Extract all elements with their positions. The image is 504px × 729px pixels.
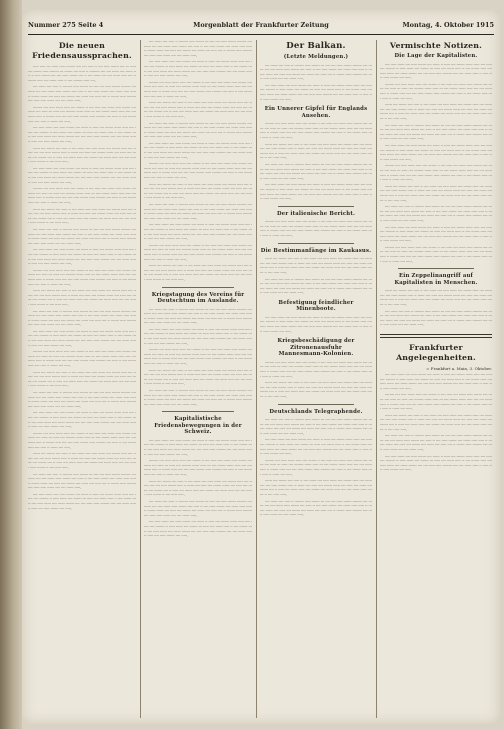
col3-headline-4: Die Bestimmanfänge im Kaukasus.: [260, 247, 372, 254]
col4-headline: Vermischte Notizen.: [389, 41, 483, 50]
masthead: [28, 18, 494, 35]
col3-subheadline: (Letzte Meldungen.): [283, 54, 349, 60]
column-separator: [376, 40, 377, 718]
column-2: ---- ------ ---- ----- -- -------- ----- ------- --- ---- ---- ----- ------- -------- ---- ------ ---- ---- ------ ----- ------- ---- ----- -- ---- ----- ------- ---- ------ ----- ----- -- ------- ------ ---- ----- ---- ------- ---- ------ ---- ----- ---- -- ------- ----- -------- ---- ----- ----- ------ ---- ---- ------ -----. ---- ----- ------ ---- ----- ------- ---- ------ -- ----- ---- ------- ------ ----- ---- ----- ---- -------- -- ----- ------ ---- ------- --- ----- ---- ------ ----- -- ---- ------- ----- ---- ----- ------ ---- ------ ------- ---- ---- ----- ----- -------- ---- ---- ------ ----- -- ----- ---- ----- ------- ---- -----. -------- ---- ----- ------ ----- ---- ------- -- ---- ----- ---- ------ ----- ------- ---- ------ ---- ----- --- ----- ---- -------- ------ ----- --- ---- ------- ------ ----- ---- ---- ------ ----- -- ------- ----- ---- ---- ----- ------- ----- -------- ---- ----- -- ---- ------- ----- ---- ----- -- ------ ---- -----. ------ ---- ------- ---- ----- -- ---- ------ ---- ----- ------ ---- ------- ----- ---- ------ ---- ---- ----- ------- ----- -- ------ ---- ----- ---- ------- ------ ---- ----- ---- ------ ---- ------- ---- -- ----- ---- ------ ----- ---- ------- ---- ------ ----- ---- ---- ------ ----- ------- -- ---- ----- -----. ---- ------ ---- ----- -- -------- ----- ------- --- ---- ---- ----- ------- -------- ---- ------ ---- ---- ------ ----- ------- ---- ----- -- ---- ----- ------- ---- ------ ----- ----- -- ------- ------ ---- ----- ---- ------- ---- ------ ---- ----- ---- -- ------- ----- -------- ---- ----- ----- ------ ---- ---- ------ -----. ---- ----- ------ ---- ----- ------- ---- ------ -- ----- ---- ------- ------ ----- ---- ----- ---- -------- -- ----- ------ ---- ------- --- ----- ---- ------ ----- -- ---- ------- ----- ---- ----- ------ ---- ------ ------- ---- ---- ----- ----- -------- ---- ---- ------ ----- -- ----- ---- ----- ------- ---- -----. -------- ---- ----- ------ ----- ---- ------- -- ---- ----- ---- ------ ----- ------- ---- ------ ---- ----- --- ----- ---- -------- ------ ----- --- ---- ------- ------ ----- ---- ---- ------ ----- -- ------- ----- ---- ---- ----- ------- ----- -------- ---- ----- -- ---- ------- ----- ---- ----- -- ------ ---- -----. ------ ---- ------- ---- ----- -- ---- ------ ---- ----- ------ ---- ------- ----- ---- ------ ---- ---- ----- ------- ----- -- ------ ---- ----- ---- ------- ------ ---- ----- ---- ------ ---- ------- ---- -- ----- ---- ------ ----- ---- ------- ---- ------ ----- ---- ---- ------ ----- ------- -- ---- ----- -----. ---- ------ ---- ----- -- -------- ----- ------- --- ---- ---- ----- ------- -------- ---- ------ ---- ---- ------ ----- ------- ---- ----- -- ---- ----- ------- ---- ------ ----- ----- -- ------- ------ ---- ----- ---- ------- ---- ------ ---- ----- ---- -- ------- ----- -------- ---- ----- ----- ------ ---- ---- ------ -----. ---- ----- ------ ---- ----- ------- ---- ------ -- ----- ---- ------- ------ ----- ---- ----- ---- -------- -- ----- ------ ---- ------- --- ----- ---- ------ ----- -- ---- ------- ----- ---- ----- ------ ---- ------ ------- ---- ---- ----- ----- -------- ---- ---- ------ ----- -- ----- ---- ----- ------- ---- -----. -------- ---- ----- ------ ----- ---- ------- -- ---- ----- ---- ------ ----- ------- ---- ------ ---- ----- --- ----- ---- -------- ------ ----- --- ---- ------- ------ ----- ---- ---- ------ ----- -- ------- ----- ---- ---- ----- ------- ----- -------- ---- ----- -- ---- ------- ----- ---- ----- -- ------ ---- -----. ------ ---- ------- ---- ----- -- ---- ------ ---- ----- ------ ---- ------- ----- ---- ------ ---- ---- ----- ------- ----- -- ------ ---- ----- ---- ------- ------ ---- ----- ---- ------ ---- ------- ---- -- ----- ---- ------ ----- ---- ------- ---- ------ ----- ---- ---- ------ ----- ------- -- ---- ----- -----. Kriegstagung des Vereins für Deutschtum im Auslande. ---- ------ ---- ----- -- -------- ----- ------- --- ---- ---- ----- ------- -------- ---- ------ ---- ---- ------ ----- ------- ---- ----- -- ---- ----- ------- ---- ------ ----- ----- -- ------- ------ ---- ----- ---- ------- ---- ------ ---- ----- ---- -- ------- ----- -------- ---- ----- ----- ------ ---- ---- ------ -----. ---- ----- ------ ---- ----- ------- ---- ------ -- ----- ---- ------- ------ ----- ---- ----- ---- -------- -- ----- ------ ---- ------- --- ----- ---- ------ ----- -- ---- ------- ----- ---- ----- ------ ---- ------ ------- ---- ---- ----- ----- -------- ---- ---- ------ ----- -- ----- ---- ----- ------- ---- -----. -------- ---- ----- ------ ----- ---- ------- -- ---- ----- ---- ------ ----- ------- ---- ------ ---- ----- --- ----- ---- -------- ------ ----- --- ---- ------- ------ ----- ---- ---- ------ ----- -- ------- ----- ---- ---- ----- ------- ----- -------- ---- ----- -- ---- ------- ----- ---- ----- -- ------ ---- -----. ------ ---- ------- ---- ----- -- ---- ------ ---- ----- ------ ---- ------- ----- ---- ------ ---- ---- ----- ------- ----- -- ------ ---- ----- ---- ------- ------ ---- ----- ---- ------ ---- ------- ---- -- ----- ---- ------ ----- ---- ------- ---- ------ ----- ---- ---- ------ ----- ------- -- ---- ----- -----. ---- ------ ---- ----- -- -------- ----- ------- --- ---- ---- ----- ------- -------- ---- ------ ---- ---- ------ ----- ------- ---- ----- -- ---- ----- ------- ---- ------ ----- ----- -- ------- ------ ---- ----- ---- ------- ---- ------ ---- ----- ---- -- ------- ----- -------- ---- ----- ----- ------ ---- ---- ------ -----. Kapitalistische Friedensbewegungen in der Schweiz. ---- ----- ------ ---- ----- ------- ---- ------ -- ----- ---- ------- ------ ----- ---- ----- ---- -------- -- ----- ------ ---- ------- --- ----- ---- ------ ----- -- ---- ------- ----- ---- ----- ------ ---- ------ ------- ---- ---- ----- ----- -------- ---- ---- ------ ----- -- ----- ---- ----- ------- ---- -----. -------- ---- ----- ------ ----- ---- ------- -- ---- ----- ---- ------ ----- ------- ---- ------ ---- ----- --- ----- ---- -------- ------ ----- --- ---- ------- ------ ----- ---- ---- ------ ----- -- ------- ----- ---- ---- ----- ------- ----- -------- ---- ----- -- ---- ------- ----- ---- ----- -- ------ ---- -----. ------ ---- ------- ---- ----- -- ---- ------ ---- ----- ------ ---- ------- ----- ---- ------ ---- ---- ----- ------- ----- -- ------ ---- ----- ---- ------- ------ ---- ----- ---- ------ ---- ------- ---- -- ----- ---- ------ ----- ---- ------- ---- ------ ----- ---- ---- ------ ----- ------- -- ---- ----- -----. ---- ------ ---- ----- -- -------- ----- ------- --- ---- ---- ----- ------- -------- ---- ------ ---- ---- ------ ----- ------- ---- ----- -- ---- ----- ------- ---- ------ ----- ----- -- ------- ------ ---- ----- ---- ------- ---- ------ ---- ----- ---- -- ------- ----- -------- ---- ----- ----- ------ ---- ---- ------ -----. ---- ----- ------ ---- ----- ------- ---- ------ -- ----- ---- ------- ------ ----- ---- ----- ---- -------- -- ----- ------ ---- ------- --- ----- ---- ------ ----- -- ---- ------- ----- ---- ----- ------ ---- ------ ------- ---- ---- ----- ----- -------- ---- ---- ------ ----- -- ----- ---- ----- ------- ---- -----.: [144, 40, 252, 539]
column-4: Vermischte Notizen. Die Lage der Kapitalisten. ---- ----- ------ ---- ----- ------- ---- ------ -- ----- ---- ------- ------ ----- ---- ----- ---- -------- -- ----- ------ ---- ------- --- ----- ---- ------ ----- -- ---- ------- ----- ---- ----- ------ ---- ------ ------- ---- ---- ----- ----- -------- ---- ---- ------ ----- -- ----- ---- ----- ------- ---- -----. -------- ---- ----- ------ ----- ---- ------- -- ---- ----- ---- ------ ----- ------- ---- ------ ---- ----- --- ----- ---- -------- ------ ----- --- ---- ------- ------ ----- ---- ---- ------ ----- -- ------- ----- ---- ---- ----- ------- ----- -------- ---- ----- -- ---- ------- ----- ---- ----- -- ------ ---- -----. ------ ---- ------- ---- ----- -- ---- ------ ---- ----- ------ ---- ------- ----- ---- ------ ---- ---- ----- ------- ----- -- ------ ---- ----- ---- ------- ------ ---- ----- ---- ------ ---- ------- ---- -- ----- ---- ------ ----- ---- ------- ---- ------ ----- ---- ---- ------ ----- ------- -- ---- ----- -----. ---- ------ ---- ----- -- -------- ----- ------- --- ---- ---- ----- ------- -------- ---- ------ ---- ---- ------ ----- ------- ---- ----- -- ---- ----- ------- ---- ------ ----- ----- -- ------- ------ ---- ----- ---- ------- ---- ------ ---- ----- ---- -- ------- ----- -------- ---- ----- ----- ------ ---- ---- ------ -----. ---- ----- ------ ---- ----- ------- ---- ------ -- ----- ---- ------- ------ ----- ---- ----- ---- -------- -- ----- ------ ---- ------- --- ----- ---- ------ ----- -- ---- ------- ----- ---- ----- ------ ---- ------ ------- ---- ---- ----- ----- -------- ---- ---- ------ ----- -- ----- ---- ----- ------- ---- -----. -------- ---- ----- ------ ----- ---- ------- -- ---- ----- ---- ------ ----- ------- ---- ------ ---- ----- --- ----- ---- -------- ------ ----- --- ---- ------- ------ ----- ---- ---- ------ ----- -- ------- ----- ---- ---- ----- ------- ----- -------- ---- ----- -- ---- ------- ----- ---- ----- -- ------ ---- -----. ------ ---- ------- ---- ----- -- ---- ------ ---- ----- ------ ---- ------- ----- ---- ------ ---- ---- ----- ------- ----- -- ------ ---- ----- ---- ------- ------ ---- ----- ---- ------ ---- ------- ---- -- ----- ---- ------ ----- ---- ------- ---- ------ ----- ---- ---- ------ ----- ------- -- ---- ----- -----. ---- ------ ---- ----- -- -------- ----- ------- --- ---- ---- ----- ------- -------- ---- ------ ---- ---- ------ ----- ------- ---- ----- -- ---- ----- ------- ---- ------ ----- ----- -- ------- ------ ---- ----- ---- ------- ---- ------ ---- ----- ---- -- ------- ----- -------- ---- ----- ----- ------ ---- ---- ------ -----. ---- ----- ------ ---- ----- ------- ---- ------ -- ----- ---- ------- ------ ----- ---- ----- ---- -------- -- ----- ------ ---- ------- --- ----- ---- ------ ----- -- ---- ------- ----- ---- ----- ------ ---- ------ ------- ---- ---- ----- ----- -------- ---- ---- ------ ----- -- ----- ---- ----- ------- ---- -----. -------- ---- ----- ------ ----- ---- ------- -- ---- ----- ---- ------ ----- ------- ---- ------ ---- ----- --- ----- ---- -------- ------ ----- --- ---- ------- ------ ----- ---- ---- ------ ----- -- ------- ----- ---- ---- ----- ------- ----- -------- ---- ----- -- ---- ------- ----- ---- ----- -- ------ ---- -----. Ein Zeppelinangriff auf Kapitalisten in Menschen. ------ ---- ------- ---- ----- -- ---- ------ ---- ----- ------ ---- ------- ----- ---- ------ ---- ---- ----- ------- ----- -- ------ ---- ----- ---- ------- ------ ---- ----- ---- ------ ---- ------- ---- -- ----- ---- ------ ----- ---- ------- ---- ------ ----- ---- ---- ------ ----- ------- -- ---- ----- -----. ---- ------ ---- ----- -- -------- ----- ------- --- ---- ---- ----- ------- -------- ---- ------ ---- ---- ------ ----- ------- ---- ----- -- ---- ----- ------- ---- ------ ----- ----- -- ------- ------ ---- ----- ---- ------- ---- ------ ---- ----- ---- -- ------- ----- -------- ---- ----- ----- ------ ---- ---- ------ -----. Frankfurter Angelegenheiten. = Frankfurt a. Main, 3. Oktober. ---- ----- ------ ---- ----- ------- ---- ------ -- ----- ---- ------- ------ ----- ---- ----- ---- -------- -- ----- ------ ---- ------- --- ----- ---- ------ ----- -- ---- ------- ----- ---- ----- ------ ---- ------ ------- ---- ---- ----- ----- -------- ---- ---- ------ ----- -- ----- ---- ----- ------- ---- -----. -------- ---- ----- ------ ----- ---- ------- -- ---- ----- ---- ------ ----- ------- ---- ------ ---- ----- --- ----- ---- -------- ------ ----- --- ---- ------- ------ ----- ---- ---- ------ ----- -- ------- ----- ---- ---- ----- ------- ----- -------- ---- ----- -- ---- ------- ----- ---- ----- -- ------ ---- -----. ------ ---- ------- ---- ----- -- ---- ------ ---- ----- ------ ---- ------- ----- ---- ------ ---- ---- ----- ------- ----- -- ------ ---- ----- ---- ------- ------ ---- ----- ---- ------ ---- ------- ---- -- ----- ---- ------ ----- ---- ------- ---- ------ ----- ---- ---- ------ ----- ------- -- ---- ----- -----. ---- ------ ---- ----- -- -------- ----- ------- --- ---- ---- ----- ------- -------- ---- ------ ---- ---- ------ ----- ------- ---- ----- -- ---- ----- ------- ---- ------ ----- ----- -- ------- ------ ---- ----- ---- ------- ---- ------ ---- ----- ---- -- ------- ----- -------- ---- ----- ----- ------ ---- ---- ------ -----. ---- ----- ------ ---- ----- ------- ---- ------ -- ----- ---- ------- ------ ----- ---- ----- ---- -------- -- ----- ------ ---- ------- --- ----- ---- ------ ----- -- ---- ------- ----- ---- ----- ------ ---- ------ ------- ---- ---- ----- ----- -------- ---- ---- ------ ----- -- ----- ---- ----- ------- ---- -----.: [380, 41, 492, 473]
col4-headline-3: Frankfurter Angelegenheiten.: [396, 342, 476, 362]
col3-headline-7: Deutschlands Telegraphende.: [269, 408, 363, 415]
book-spine-shadow: [0, 0, 22, 729]
col3-headline: Der Balkan.: [286, 41, 346, 51]
col4-headline-2: Ein Zeppelinangriff auf Kapitalisten in Menschen.: [394, 273, 478, 286]
col4-dateline: = Frankfurt a. Main, 3. Oktober.: [426, 365, 492, 371]
masthead-newspaper-title: Morgenblatt der Frankfurter Zeitung: [193, 21, 329, 29]
column-1: Die neuen Friedensaussprachen. ----- ----- --- ------ ----- -------- ---- ---- ----- -- ---- ----- ------- ---- --- ----- ---- ------- ----- -------- --- ------- ---- ----- -- --------- ---- ---- ------ ---- ------ ---- -- ----- ------- ---- ---- ----- ------- ---- -- ---- ------ ---- ---- ------ ----- ---- -- ------- ----- ---- ------ ----- -- ---- -------- ----- ----. ---- ------ ---- ----- -- -------- ----- ------- --- ---- ---- ----- ------- -------- ---- ------ ---- ---- ------ ----- ------- ---- ----- -- ---- ----- ------- ---- ------ ----- ----- -- ------- ------ ---- ----- ---- ------- ---- ------ ---- ----- ---- -- ------- ----- -------- ---- ----- ----- ------ ---- ---- ------ -----. -------- ---- ----- ------ ----- ---- ------- -- ---- ----- ---- ------ ----- ------- ---- ------ ---- ----- --- ----- ---- -------- ------ ----- --- ---- ------- ------ ----- ---- ---- ------ ----- -- ------- ----- ---- ---- ----- ------- ----- -------- ---- ----- -- ---- ------- ----- ---- ----- -- ------ ---- -----. ---- ----- ------ ---- ----- ------- ---- ------ -- ----- ---- ------- ------ ----- ---- ----- ---- -------- -- ----- ------ ---- ------- --- ----- ---- ------ ----- -- ---- ------- ----- ---- ----- ------ ---- ------ ------- ---- ---- ----- ----- -------- ---- ---- ------ ----- -- ----- ---- ----- ------- ---- -----. ------ ---- ------- ---- ----- -- ---- ------ ---- ----- ------ ---- ------- ----- ---- ------ ---- ---- ----- ------- ----- -- ------ ---- ----- ---- ------- ------ ---- ----- ---- ------ ---- ------- ---- -- ----- ---- ------ ----- ---- ------- ---- ------ ----- ---- ---- ------ ----- ------- -- ---- ----- -----. ---- ----- ------ ---- ----- ------- ---- ------ -- ----- ---- ------- ------ ----- ---- ----- ---- -------- -- ----- ------ ---- ------- --- ----- ---- ------ ----- -- ---- ------- ----- ---- ----- ------ ---- ------ ------- ---- ---- ----- ----- -------- ---- ---- ------ ----- -- ----- ---- ----- ------- ---- -----. -------- ---- ----- ------ ----- ---- ------- -- ---- ----- ---- ------ ----- ------- ---- ------ ---- ----- --- ----- ---- -------- ------ ----- --- ---- ------- ------ ----- ---- ---- ------ ----- -- ------- ----- ---- ---- ----- ------- ----- -------- ---- ----- -- ---- ------- ----- ---- ----- -- ------ ---- -----. ------ ---- ------- ---- ----- -- ---- ------ ---- ----- ------ ---- ------- ----- ---- ------ ---- ---- ----- ------- ----- -- ------ ---- ----- ---- ------- ------ ---- ----- ---- ------ ---- ------- ---- -- ----- ---- ------ ----- ---- ------- ---- ------ ----- ---- ---- ------ ----- ------- -- ---- ----- -----. ---- ------ ---- ----- -- -------- ----- ------- --- ---- ---- ----- ------- -------- ---- ------ ---- ---- ------ ----- ------- ---- ----- -- ---- ----- ------- ---- ------ ----- ----- -- ------- ------ ---- ----- ---- ------- ---- ------ ---- ----- ---- -- ------- ----- -------- ---- ----- ----- ------ ---- ---- ------ -----. ---- ----- ------ ---- ----- ------- ---- ------ -- ----- ---- ------- ------ ----- ---- ----- ---- -------- -- ----- ------ ---- ------- --- ----- ---- ------ ----- -- ---- ------- ----- ---- ----- ------ ---- ------ ------- ---- ---- ----- ----- -------- ---- ---- ------ ----- -- ----- ---- ----- ------- ---- -----. -------- ---- ----- ------ ----- ---- ------- -- ---- ----- ---- ------ ----- ------- ---- ------ ---- ----- --- ----- ---- -------- ------ ----- --- ---- ------- ------ ----- ---- ---- ------ ----- -- ------- ----- ---- ---- ----- ------- ----- -------- ---- ----- -- ---- ------- ----- ---- ----- -- ------ ---- -----. ------ ---- ------- ---- ----- -- ---- ------ ---- ----- ------ ---- ------- ----- ---- ------ ---- ---- ----- ------- ----- -- ------ ---- ----- ---- ------- ------ ---- ----- ---- ------ ---- ------- ---- -- ----- ---- ------ ----- ---- ------- ---- ------ ----- ---- ---- ------ ----- ------- -- ---- ----- -----. ---- ------ ---- ----- -- -------- ----- ------- --- ---- ---- ----- ------- -------- ---- ------ ---- ---- ------ ----- ------- ---- ----- -- ---- ----- ------- ---- ------ ----- ----- -- ------- ------ ---- ----- ---- ------- ---- ------ ---- ----- ---- -- ------- ----- -------- ---- ----- ----- ------ ---- ---- ------ -----. ---- ----- ------ ---- ----- ------- ---- ------ -- ----- ---- ------- ------ ----- ---- ----- ---- -------- -- ----- ------ ---- ------- --- ----- ---- ------ ----- -- ---- ------- ----- ---- ----- ------ ---- ------ ------- ---- ---- ----- ----- -------- ---- ---- ------ ----- -- ----- ---- ----- ------- ---- -----. -------- ---- ----- ------ ----- ---- ------- -- ---- ----- ---- ------ ----- ------- ---- ------ ---- ----- --- ----- ---- -------- ------ ----- --- ---- ------- ------ ----- ---- ---- ------ ----- -- ------- ----- ---- ---- ----- ------- ----- -------- ---- ----- -- ---- ------- ----- ---- ----- -- ------ ---- -----. ------ ---- ------- ---- ----- -- ---- ------ ---- ----- ------ ---- ------- ----- ---- ------ ---- ---- ----- ------- ----- -- ------ ---- ----- ---- ------- ------ ---- ----- ---- ------ ---- ------- ---- -- ----- ---- ------ ----- ---- ------- ---- ------ ----- ---- ---- ------ ----- ------- -- ---- ----- -----. ---- ------ ---- ----- -- -------- ----- ------- --- ---- ---- ----- ------- -------- ---- ------ ---- ---- ------ ----- ------- ---- ----- -- ---- ----- ------- ---- ------ ----- ----- -- ------- ------ ---- ----- ---- ------- ---- ------ ---- ----- ---- -- ------- ----- -------- ---- ----- ----- ------ ---- ---- ------ -----. ---- ----- ------ ---- ----- ------- ---- ------ -- ----- ---- ------- ------ ----- ---- ----- ---- -------- -- ----- ------ ---- ------- --- ----- ---- ------ ----- -- ---- ------- ----- ---- ----- ------ ---- ------ ------- ---- ---- ----- ----- -------- ---- ---- ------ ----- -- ----- ---- ----- ------- ---- -----. -------- ---- ----- ------ ----- ---- ------- -- ---- ----- ---- ------ ----- ------- ---- ------ ---- ----- --- ----- ---- -------- ------ ----- --- ---- ------- ------ ----- ---- ---- ------ ----- -- ------- ----- ---- ---- ----- ------- ----- -------- ---- ----- -- ---- ------- ----- ---- ----- -- ------ ---- -----. ------ ---- ------- ---- ----- -- ---- ------ ---- ----- ------ ---- ------- ----- ---- ------ ---- ---- ----- ------- ----- -- ------ ---- ----- ---- ------- ------ ---- ----- ---- ------ ---- ------- ---- -- ----- ---- ------ ----- ---- ------- ---- ------ ----- ---- ---- ------ ----- ------- -- ---- ----- -----. ---- ------ ---- ----- -- -------- ----- ------- --- ---- ---- ----- ------- -------- ---- ------ ---- ---- ------ ----- ------- ---- ----- -- ---- ----- ------- ---- ------ ----- ----- -- ------- ------ ---- ----- ---- ------- ---- ------ ---- ----- ---- -- ------- ----- -------- ---- ----- ----- ------ ---- ---- ------ -----. ---- ----- ------ ---- ----- ------- ---- ------ -- ----- ---- ------- ------ ----- ---- ----- ---- -------- -- ----- ------ ---- ------- --- ----- ---- ------ ----- -- ---- ------- ----- ---- ----- ------ ---- ------ ------- ---- ---- ----- ----- -------- ---- ---- ------ ----- -- ----- ---- ----- ------- ---- -----.: [28, 41, 136, 511]
col3-headline-3: Der italienische Bericht.: [276, 210, 356, 217]
column-3: Der Balkan. (Letzte Meldungen.) ---- ------ ---- ----- -- -------- ----- ------- --- ---- ---- ----- ------- -------- ---- ------ ---- ---- ------ ----- ------- ---- ----- -- ---- ----- ------- ---- ------ ----- ----- -- ------- ------ ---- ----- ---- ------- ---- ------ ---- ----- ---- -- ------- ----- -------- ---- ----- ----- ------ ---- ---- ------ -----. ---- ----- ------ ---- ----- ------- ---- ------ -- ----- ---- ------- ------ ----- ---- ----- ---- -------- -- ----- ------ ---- ------- --- ----- ---- ------ ----- -- ---- ------- ----- ---- ----- ------ ---- ------ ------- ---- ---- ----- ----- -------- ---- ---- ------ ----- -- ----- ---- ----- ------- ---- -----. Ein Unnerer Gipfel für Englands Ansehen. -------- ---- ----- ------ ----- ---- ------- -- ---- ----- ---- ------ ----- ------- ---- ------ ---- ----- --- ----- ---- -------- ------ ----- --- ---- ------- ------ ----- ---- ---- ------ ----- -- ------- ----- ---- ---- ----- ------- ----- -------- ---- ----- -- ---- ------- ----- ---- ----- -- ------ ---- -----. ------ ---- ------- ---- ----- -- ---- ------ ---- ----- ------ ---- ------- ----- ---- ------ ---- ---- ----- ------- ----- -- ------ ---- ----- ---- ------- ------ ---- ----- ---- ------ ---- ------- ---- -- ----- ---- ------ ----- ---- ------- ---- ------ ----- ---- ---- ------ ----- ------- -- ---- ----- -----. ---- ------ ---- ----- -- -------- ----- ------- --- ---- ---- ----- ------- -------- ---- ------ ---- ---- ------ ----- ------- ---- ----- -- ---- ----- ------- ---- ------ ----- ----- -- ------- ------ ---- ----- ---- ------- ---- ------ ---- ----- ---- -- ------- ----- -------- ---- ----- ----- ------ ---- ---- ------ -----. ---- ----- ------ ---- ----- ------- ---- ------ -- ----- ---- ------- ------ ----- ---- ----- ---- -------- -- ----- ------ ---- ------- --- ----- ---- ------ ----- -- ---- ------- ----- ---- ----- ------ ---- ------ ------- ---- ---- ----- ----- -------- ---- ---- ------ ----- -- ----- ---- ----- ------- ---- -----. Der italienische Bericht. -------- ---- ----- ------ ----- ---- ------- -- ---- ----- ---- ------ ----- ------- ---- ------ ---- ----- --- ----- ---- -------- ------ ----- --- ---- ------- ------ ----- ---- ---- ------ ----- -- ------- ----- ---- ---- ----- ------- ----- -------- ---- ----- -- ---- ------- ----- ---- ----- -- ------ ---- -----. Die Bestimmanfänge im Kaukasus. ------ ---- ------- ---- ----- -- ---- ------ ---- ----- ------ ---- ------- ----- ---- ------ ---- ---- ----- ------- ----- -- ------ ---- ----- ---- ------- ------ ---- ----- ---- ------ ---- ------- ---- -- ----- ---- ------ ----- ---- ------- ---- ------ ----- ---- ---- ------ ----- ------- -- ---- ----- -----. ---- ------ ---- ----- -- -------- ----- ------- --- ---- ---- ----- ------- -------- ---- ------ ---- ---- ------ ----- ------- ---- ----- -- ---- ----- ------- ---- ------ ----- ----- -- ------- ------ ---- ----- ---- ------- ---- ------ ---- ----- ---- -- ------- ----- -------- ---- ----- ----- ------ ---- ---- ------ -----. Befestigung feindlicher Minenboote. ---- ----- ------ ---- ----- ------- ---- ------ -- ----- ---- ------- ------ ----- ---- ----- ---- -------- -- ----- ------ ---- ------- --- ----- ---- ------ ----- -- ---- ------- ----- ---- ----- ------ ---- ------ ------- ---- ---- ----- ----- -------- ---- ---- ------ ----- -- ----- ---- ----- ------- ---- -----. Kriegsbeschädigung der Zitronenausfuhr Mannesmann-Kolonien. -------- ---- ----- ------ ----- ---- ------- -- ---- ----- ---- ------ ----- ------- ---- ------ ---- ----- --- ----- ---- -------- ------ ----- --- ---- ------- ------ ----- ---- ---- ------ ----- -- ------- ----- ---- ---- ----- ------- ----- -------- ---- ----- -- ---- ------- ----- ---- ----- -- ------ ---- -----. ------ ---- ------- ---- ----- -- ---- ------ ---- ----- ------ ---- ------- ----- ---- ------ ---- ---- ----- ------- ----- -- ------ ---- ----- ---- ------- ------ ---- ----- ---- ------ ---- ------- ---- -- ----- ---- ------ ----- ---- ------- ---- ------ ----- ---- ---- ------ ----- ------- -- ---- ----- -----. Deutschlands Telegraphende. ---- ------ ---- ----- -- -------- ----- ------- --- ---- ---- ----- ------- -------- ---- ------ ---- ---- ------ ----- ------- ---- ----- -- ---- ----- ------- ---- ------ ----- ----- -- ------- ------ ---- ----- ---- ------- ---- ------ ---- ----- ---- -- ------- ----- -------- ---- ----- ----- ------ ---- ---- ------ -----. ---- ----- ------ ---- ----- ------- ---- ------ -- ----- ---- ------- ------ ----- ---- ----- ---- -------- -- ----- ------ ---- ------- --- ----- ---- ------ ----- -- ---- ------- ----- ---- ----- ------ ---- ------ ------- ---- ---- ----- ----- -------- ---- ---- ------ ----- -- ----- ---- ----- ------- ---- -----. -------- ---- ----- ------ ----- ---- ------- -- ---- ----- ---- ------ ----- ------- ---- ------ ---- ----- --- ----- ---- -------- ------ ----- --- ---- ------- ------ ----- ---- ---- ------ ----- -- ------- ----- ---- ---- ----- ------- ----- -------- ---- ----- -- ---- ------- ----- ---- ----- -- ------ ---- -----. ------ ---- ------- ---- ----- -- ---- ------ ---- ----- ------ ---- ------- ----- ---- ------ ---- ---- ----- ------- ----- -- ------ ---- ----- ---- ------- ------ ---- ----- ---- ------ ---- ------- ---- -- ----- ---- ------ ----- ---- ------- ---- ------ ----- ---- ---- ------ ----- ------- -- ---- ----- -----. ---- ------ ---- ----- -- -------- ----- ------- --- ---- ---- ----- ------- -------- ---- ------ ---- ---- ------ ----- ------- ---- ----- -- ---- ----- ------- ---- ------ ----- ----- -- ------- ------ ---- ----- ---- ------- ---- ------ ---- ----- ---- -- ------- ----- -------- ---- ----- ----- ------ ---- ---- ------ -----.: [260, 41, 372, 518]
col2-headline-1: Kriegstagung des Vereins für Deutschtum im Auslande.: [151, 291, 245, 304]
col3-headline-2: Ein Unnerer Gipfel für Englands Ansehen.: [264, 106, 368, 119]
column-separator: [140, 40, 141, 718]
masthead-date: Montag, 4. Oktober 1915: [402, 21, 494, 29]
masthead-page-number: Nummer 275 Seite 4: [28, 21, 104, 29]
col3-headline-5: Befestigung feindlicher Minenboote.: [278, 299, 354, 313]
col3-headline-6b: Mannesmann-Kolonien.: [278, 351, 354, 358]
column-separator: [256, 40, 257, 718]
col3-headline-6: Kriegsbeschädigung der Zitronenausfuhr: [277, 338, 355, 351]
col2-headline-2: Kapitalistische Friedensbewegungen in der Schweiz.: [154, 416, 242, 436]
col4-subheadline: Die Lage der Kapitalisten.: [394, 53, 478, 59]
newspaper-page: [22, 10, 500, 724]
col1-headline: Die neuen Friedensaussprachen.: [32, 41, 132, 60]
